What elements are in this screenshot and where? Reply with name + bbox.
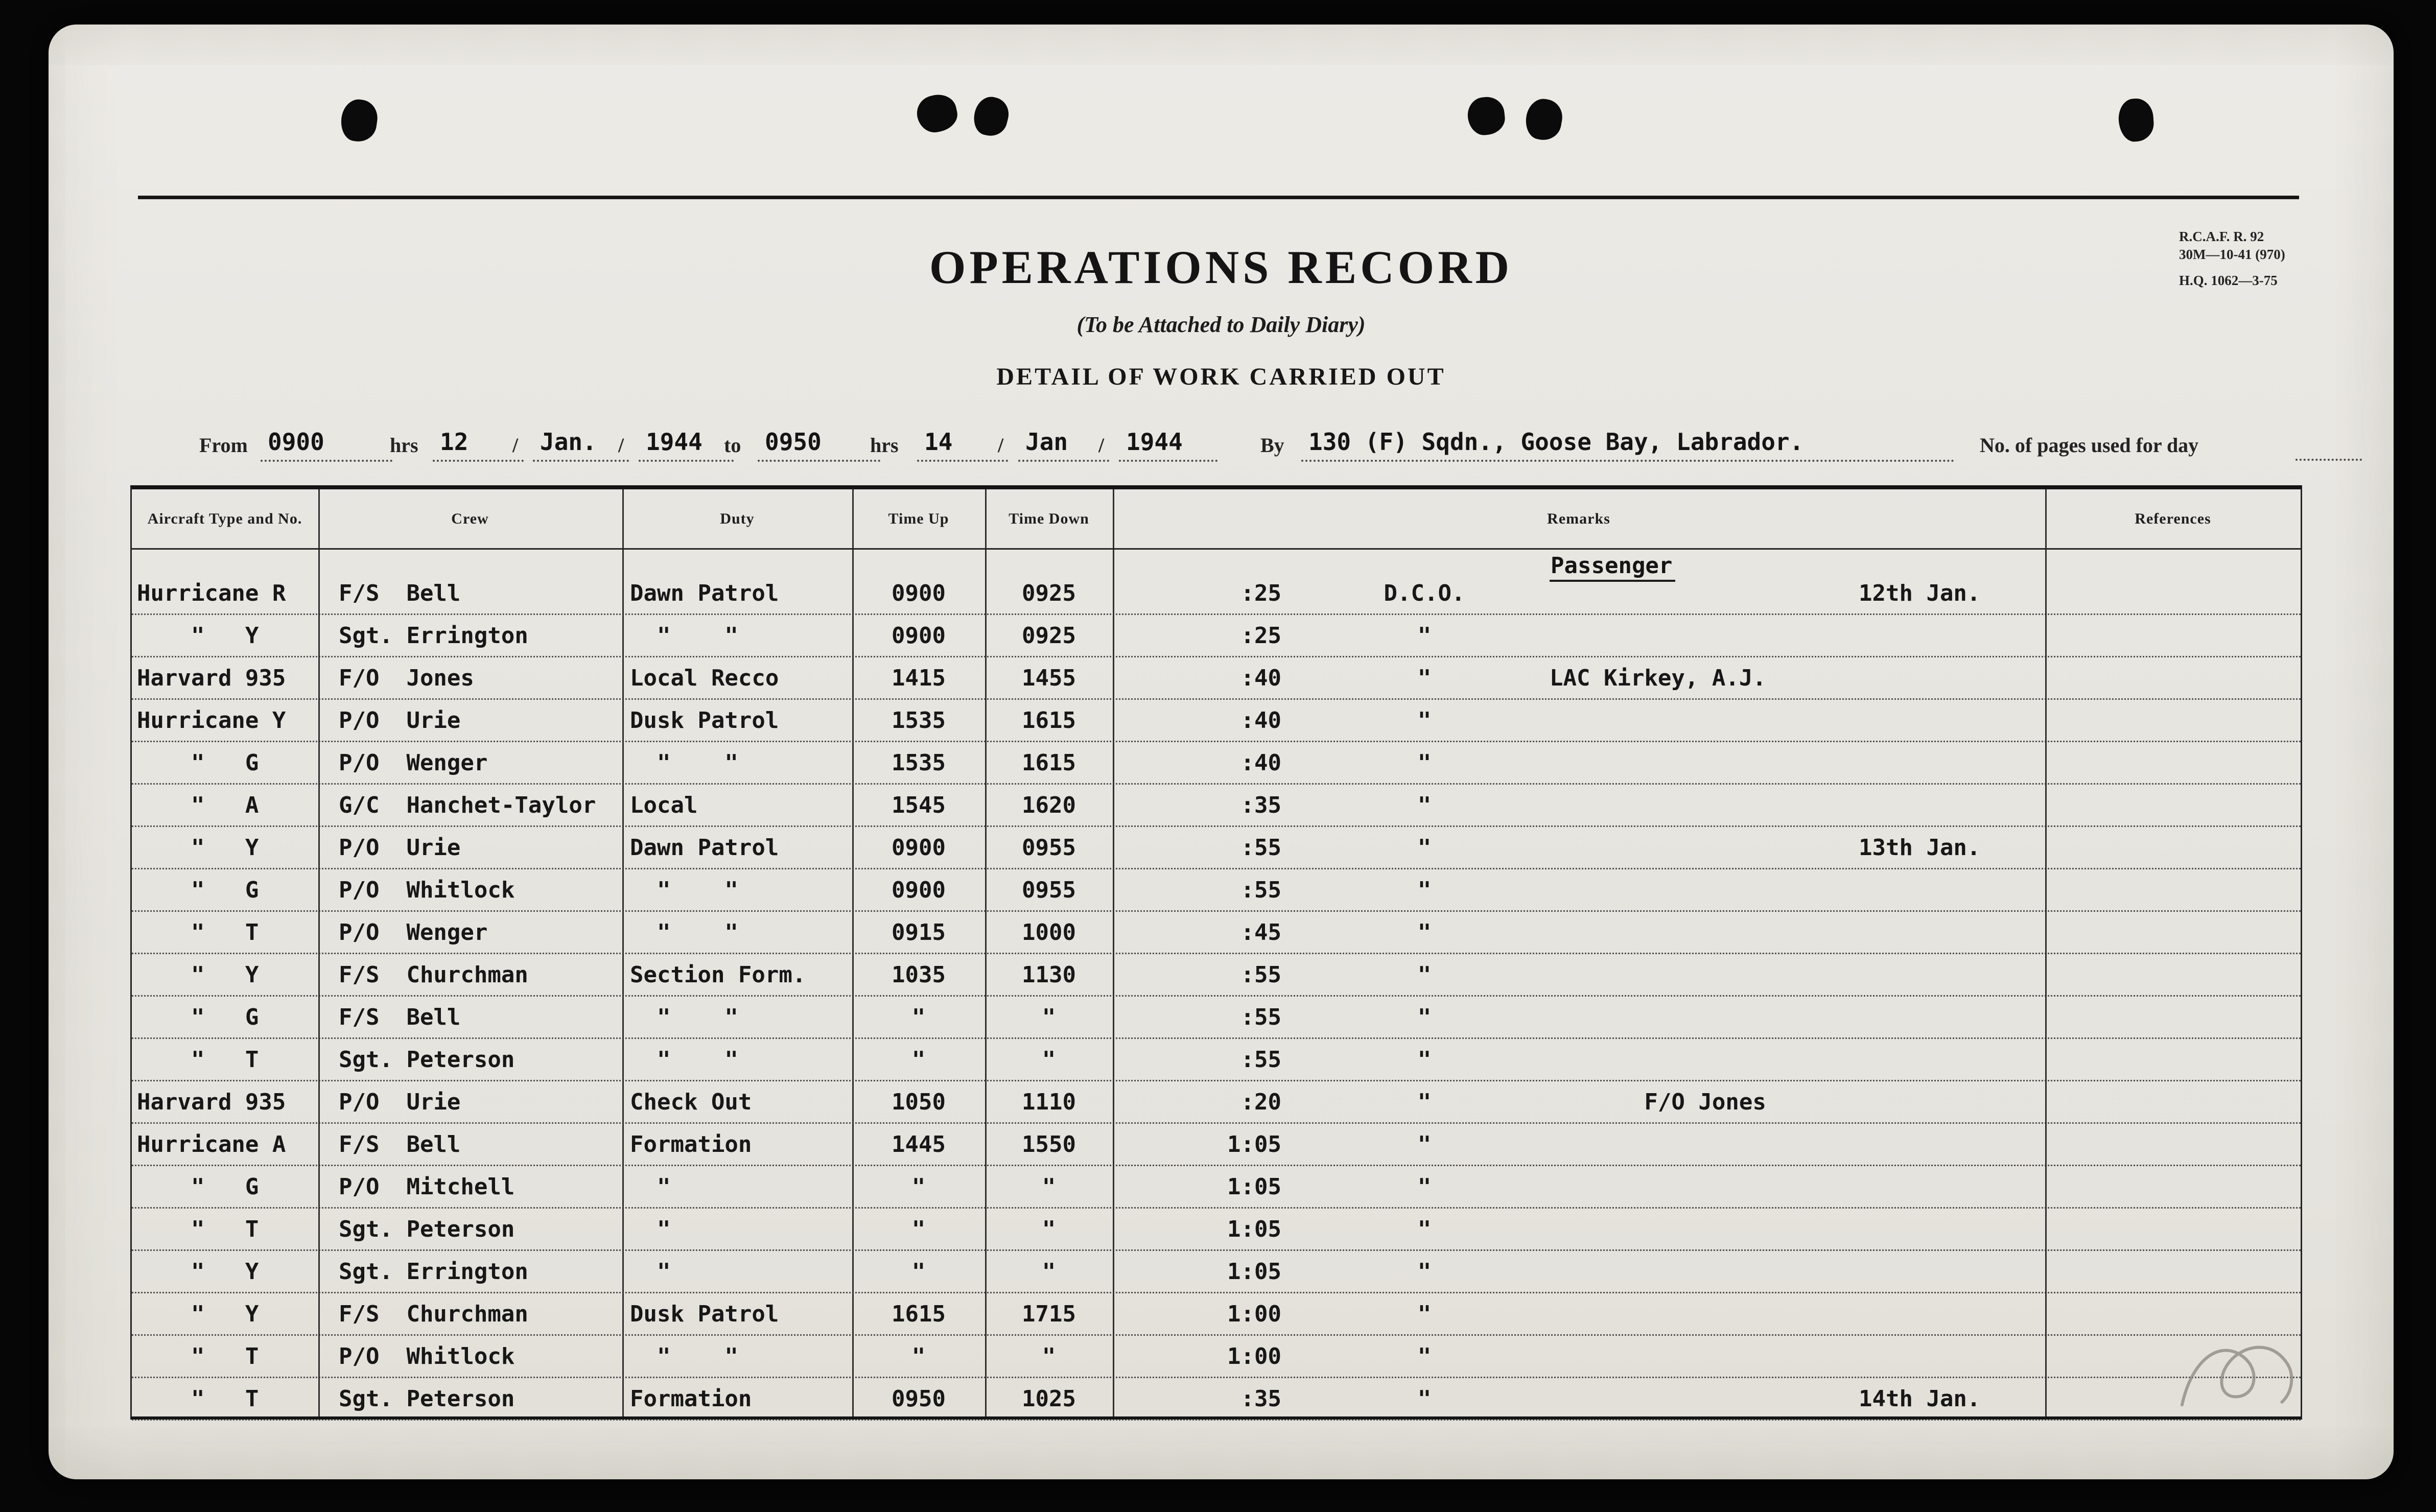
time-up-cell: 1615 <box>892 1301 946 1327</box>
table-row <box>132 700 2301 742</box>
crew-cell: P/O Wenger <box>339 750 488 776</box>
crew-cell: P/O Whitlock <box>339 877 515 903</box>
col-header-crew: Crew <box>451 510 489 527</box>
to-month-value: Jan <box>1018 427 1109 462</box>
punch-hole <box>1523 97 1565 143</box>
aircraft-cell: Hurricane R <box>137 580 286 606</box>
dco-cell: " <box>1417 1343 1432 1369</box>
crew-cell: Sgt. Errington <box>339 623 528 649</box>
time-up-cell: 1035 <box>892 962 946 988</box>
col-header-duty: Duty <box>720 510 755 527</box>
time-down-cell: " <box>1042 1174 1056 1200</box>
punch-hole <box>970 93 1012 139</box>
aircraft-cell: " Y <box>137 1301 259 1327</box>
dco-cell: " <box>1417 750 1432 776</box>
time-down-cell: " <box>1042 1216 1056 1242</box>
crew-cell: P/O Urie <box>339 835 461 861</box>
col-header-references: References <box>2135 510 2211 527</box>
handwritten-pencil-mark <box>2164 1315 2316 1431</box>
duty-cell: " " <box>630 1004 738 1030</box>
duty-cell: " " <box>630 919 738 946</box>
dco-cell: " <box>1417 1089 1432 1115</box>
dco-cell: " <box>1417 1047 1432 1073</box>
date-cell: 12th Jan. <box>1859 580 1981 606</box>
dco-cell: " <box>1417 1004 1432 1030</box>
punch-hole <box>914 91 960 136</box>
crew-cell: P/O Mitchell <box>339 1174 515 1200</box>
crew-cell: P/O Whitlock <box>339 1343 515 1369</box>
duration-cell: :55 <box>1240 962 1281 988</box>
time-up-cell: " <box>911 1174 926 1200</box>
form-ref-line: H.Q. 1062—3-75 <box>2179 273 2278 288</box>
time-down-cell: " <box>1042 1047 1056 1073</box>
duty-cell: " <box>630 1216 671 1242</box>
table-row <box>132 742 2301 785</box>
page-title: OPERATIONS RECORD <box>929 241 1513 293</box>
time-down-cell: 1620 <box>1022 792 1076 818</box>
punch-hole <box>2117 98 2155 143</box>
dco-cell: " <box>1417 792 1432 818</box>
aircraft-cell: " T <box>137 1386 259 1412</box>
crew-cell: F/S Churchman <box>339 962 528 988</box>
table-row <box>132 573 2301 615</box>
table-row <box>132 1336 2301 1378</box>
crew-cell: F/O Jones <box>339 665 474 691</box>
crew-cell: Sgt. Peterson <box>339 1047 515 1073</box>
from-month-value: Jan. <box>533 427 629 462</box>
aircraft-cell: " Y <box>137 835 259 861</box>
duty-cell: " " <box>630 623 738 649</box>
dco-cell: " <box>1417 707 1432 734</box>
aircraft-cell: Harvard 935 <box>137 1089 286 1115</box>
aircraft-cell: " G <box>137 1174 259 1200</box>
crew-cell: F/S Bell <box>339 580 461 606</box>
duty-cell: " " <box>630 1343 738 1369</box>
from-time-value: 0900 <box>261 427 392 462</box>
duty-cell: Dawn Patrol <box>630 835 779 861</box>
date-cell: 14th Jan. <box>1859 1386 1981 1412</box>
duration-cell: 1:00 <box>1227 1343 1281 1369</box>
dco-cell: D.C.O. <box>1384 580 1465 606</box>
time-down-cell: 1615 <box>1022 707 1076 734</box>
duration-cell: :55 <box>1240 1047 1281 1073</box>
duty-cell: Check Out <box>630 1089 752 1115</box>
duty-cell: Formation <box>630 1131 752 1157</box>
duty-cell: " <box>630 1259 671 1285</box>
crew-cell: P/O Wenger <box>339 919 488 946</box>
slash: / <box>998 434 1004 457</box>
time-down-cell: " <box>1042 1343 1056 1369</box>
duration-cell: :20 <box>1240 1089 1281 1115</box>
dotted-blank <box>2296 436 2362 461</box>
form-ref-line: R.C.A.F. R. 92 <box>2179 229 2264 244</box>
duty-cell: " " <box>630 877 738 903</box>
dco-cell: " <box>1417 1174 1432 1200</box>
horizontal-rule <box>138 196 2299 199</box>
table-row <box>132 869 2301 912</box>
time-down-cell: 1025 <box>1022 1386 1076 1412</box>
form-ref-line: 30M—10-41 (970) <box>2179 247 2285 262</box>
duration-cell: :35 <box>1240 792 1281 818</box>
col-header-aircraft: Aircraft Type and No. <box>147 510 302 527</box>
dco-cell: " <box>1417 919 1432 946</box>
duration-cell: :55 <box>1240 835 1281 861</box>
time-up-cell: 0900 <box>892 877 946 903</box>
time-down-cell: 1110 <box>1022 1089 1076 1115</box>
duration-cell: 1:05 <box>1227 1216 1281 1242</box>
punch-hole <box>339 98 380 144</box>
dco-cell: " <box>1417 1216 1432 1242</box>
to-time-value: 0950 <box>758 427 880 462</box>
aircraft-cell: " G <box>137 877 259 903</box>
crew-cell: F/S Bell <box>339 1004 461 1030</box>
aircraft-cell: " T <box>137 1047 259 1073</box>
crew-cell: Sgt. Peterson <box>339 1386 515 1412</box>
duty-cell: Local Recco <box>630 665 779 691</box>
duration-cell: :35 <box>1240 1386 1281 1412</box>
time-up-cell: " <box>911 1343 926 1369</box>
to-day-value: 14 <box>917 427 1008 462</box>
crew-cell: Sgt. Peterson <box>339 1216 515 1242</box>
dco-cell: " <box>1417 962 1432 988</box>
table-header <box>132 489 2301 550</box>
from-year-value: 1944 <box>639 427 734 462</box>
col-header-time-down: Time Down <box>1009 510 1089 527</box>
time-down-cell: 1715 <box>1022 1301 1076 1327</box>
dco-cell: " <box>1417 835 1432 861</box>
duty-cell: Local <box>630 792 698 818</box>
table-row <box>132 1209 2301 1251</box>
time-down-cell: 1455 <box>1022 665 1076 691</box>
passenger-heading: Passenger <box>1550 553 1675 582</box>
date-range-line <box>49 427 2394 473</box>
dco-cell: " <box>1417 623 1432 649</box>
slash: / <box>512 434 519 457</box>
remark-cell: LAC Kirkey, A.J. <box>1550 665 1766 691</box>
aircraft-cell: " Y <box>137 962 259 988</box>
unit-value: 130 (F) Sqdn., Goose Bay, Labrador. <box>1301 427 1954 462</box>
crew-cell: P/O Urie <box>339 1089 461 1115</box>
duty-cell: Dusk Patrol <box>630 1301 779 1327</box>
crew-cell: F/S Churchman <box>339 1301 528 1327</box>
by-label: By <box>1260 434 1284 457</box>
time-up-cell: 0900 <box>892 835 946 861</box>
crew-cell: G/C Hanchet-Taylor <box>339 792 596 818</box>
time-up-cell: 1050 <box>892 1089 946 1115</box>
time-up-cell: " <box>911 1047 926 1073</box>
aircraft-cell: " T <box>137 1216 259 1242</box>
table-row <box>132 657 2301 700</box>
time-down-cell: 0925 <box>1022 623 1076 649</box>
duty-cell: Section Form. <box>630 962 806 988</box>
table-row <box>132 912 2301 954</box>
section-heading: DETAIL OF WORK CARRIED OUT <box>996 363 1446 390</box>
table-row <box>132 1378 2301 1421</box>
duration-cell: :40 <box>1240 665 1281 691</box>
aircraft-cell: " G <box>137 750 259 776</box>
aircraft-cell: " T <box>137 919 259 946</box>
duration-cell: :25 <box>1240 623 1281 649</box>
table-row <box>132 785 2301 827</box>
aircraft-cell: " T <box>137 1343 259 1369</box>
duty-cell: " <box>630 1174 671 1200</box>
hrs-label: hrs <box>390 434 418 457</box>
duration-cell: :45 <box>1240 919 1281 946</box>
aircraft-cell: " G <box>137 1004 259 1030</box>
crew-cell: Sgt. Errington <box>339 1259 528 1285</box>
table-row <box>132 1039 2301 1081</box>
time-down-cell: 1000 <box>1022 919 1076 946</box>
col-header-remarks: Remarks <box>1547 510 1610 527</box>
time-up-cell: 0900 <box>892 580 946 606</box>
slash: / <box>618 434 624 457</box>
pages-used-label: No. of pages used for day <box>1980 434 2199 457</box>
from-label: From <box>199 434 248 457</box>
to-year-value: 1944 <box>1119 427 1217 462</box>
duration-cell: :55 <box>1240 1004 1281 1030</box>
duration-cell: :55 <box>1240 877 1281 903</box>
duty-cell: Dawn Patrol <box>630 580 779 606</box>
duty-cell: Formation <box>630 1386 752 1412</box>
to-label: to <box>724 434 741 457</box>
table-row <box>132 1081 2301 1124</box>
time-up-cell: 1415 <box>892 665 946 691</box>
hrs-label: hrs <box>870 434 899 457</box>
aircraft-cell: " Y <box>137 1259 259 1285</box>
time-up-cell: 0950 <box>892 1386 946 1412</box>
time-up-cell: 1545 <box>892 792 946 818</box>
table-row <box>132 954 2301 997</box>
time-down-cell: 0925 <box>1022 580 1076 606</box>
table-row <box>132 1293 2301 1336</box>
dco-cell: " <box>1417 877 1432 903</box>
duration-cell: 1:05 <box>1227 1131 1281 1157</box>
dco-cell: " <box>1417 1259 1432 1285</box>
duration-cell: :25 <box>1240 580 1281 606</box>
duration-cell: :40 <box>1240 750 1281 776</box>
table-body <box>132 550 2301 1421</box>
dco-cell: " <box>1417 665 1432 691</box>
time-down-cell: " <box>1042 1004 1056 1030</box>
time-up-cell: 1535 <box>892 707 946 734</box>
table-row <box>132 1166 2301 1209</box>
dco-cell: " <box>1417 1386 1432 1412</box>
crew-cell: F/S Bell <box>339 1131 461 1157</box>
punch-hole <box>1466 95 1506 136</box>
remark-cell: F/O Jones <box>1550 1089 1766 1115</box>
aircraft-cell: Hurricane A <box>137 1131 286 1157</box>
aircraft-cell: Harvard 935 <box>137 665 286 691</box>
time-up-cell: " <box>911 1004 926 1030</box>
table-row <box>132 1124 2301 1166</box>
date-cell: 13th Jan. <box>1859 835 1981 861</box>
table-row <box>132 997 2301 1039</box>
duration-cell: 1:05 <box>1227 1259 1281 1285</box>
duty-cell: Dusk Patrol <box>630 707 779 734</box>
duty-cell: " " <box>630 1047 738 1073</box>
crew-cell: P/O Urie <box>339 707 461 734</box>
time-up-cell: 1445 <box>892 1131 946 1157</box>
time-down-cell: 0955 <box>1022 877 1076 903</box>
aircraft-cell: " Y <box>137 623 259 649</box>
dco-cell: " <box>1417 1301 1432 1327</box>
time-down-cell: 1615 <box>1022 750 1076 776</box>
col-header-time-up: Time Up <box>888 510 949 527</box>
table-row <box>132 1251 2301 1293</box>
aircraft-cell: Hurricane Y <box>137 707 286 734</box>
page-subtitle: (To be Attached to Daily Diary) <box>1076 312 1366 337</box>
time-up-cell: " <box>911 1259 926 1285</box>
table-row <box>132 615 2301 657</box>
from-day-value: 12 <box>433 427 524 462</box>
operations-table <box>130 485 2302 1420</box>
duration-cell: 1:00 <box>1227 1301 1281 1327</box>
aircraft-cell: " A <box>137 792 259 818</box>
duration-cell: 1:05 <box>1227 1174 1281 1200</box>
time-up-cell: " <box>911 1216 926 1242</box>
time-down-cell: 1550 <box>1022 1131 1076 1157</box>
duty-cell: " " <box>630 750 738 776</box>
dco-cell: " <box>1417 1131 1432 1157</box>
table-row <box>132 827 2301 869</box>
document-paper <box>49 25 2394 1479</box>
time-down-cell: 1130 <box>1022 962 1076 988</box>
time-down-cell: 0955 <box>1022 835 1076 861</box>
time-up-cell: 0915 <box>892 919 946 946</box>
time-up-cell: 1535 <box>892 750 946 776</box>
slash: / <box>1098 434 1105 457</box>
time-up-cell: 0900 <box>892 623 946 649</box>
duration-cell: :40 <box>1240 707 1281 734</box>
time-down-cell: " <box>1042 1259 1056 1285</box>
